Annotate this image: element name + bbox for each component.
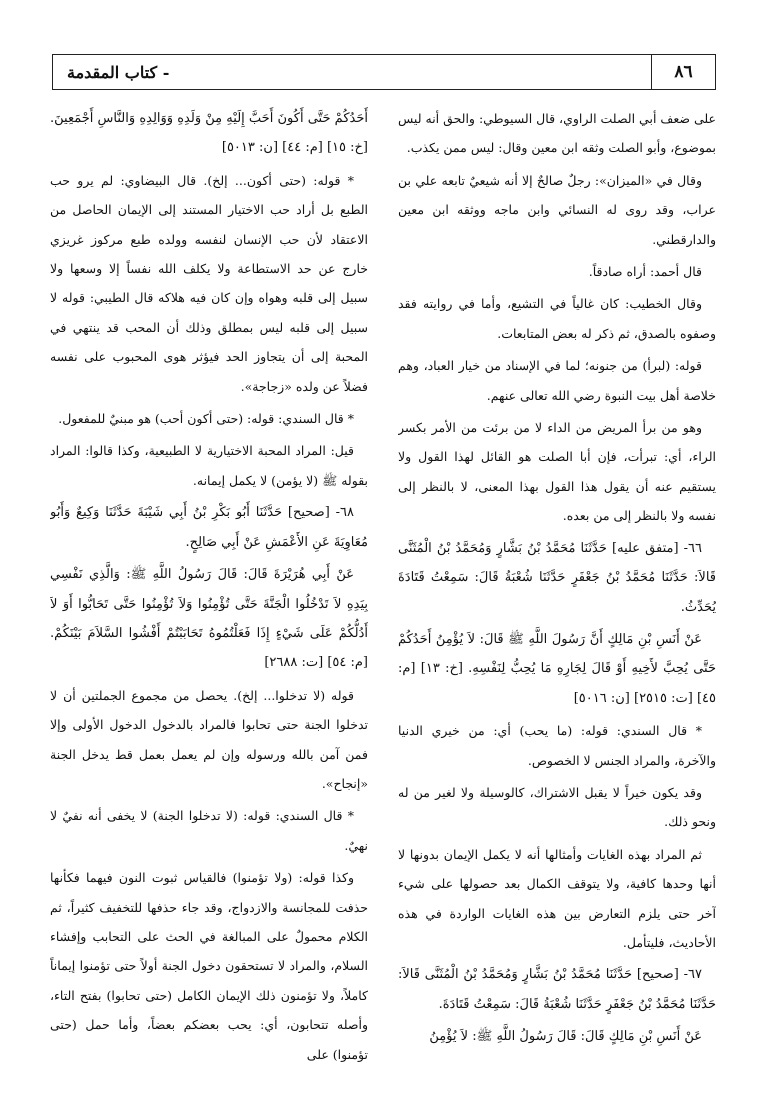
- paragraph: وقد يكون خيراً لا يقبل الاشتراك، كالوسيلة ولا لغير من له ونحو ذلك.: [398, 784, 716, 830]
- commentary-paragraph: قوله (لا تدخلوا... إلخ). يحصل من مجموع الجملتين أن لا تدخلوا الجنة حتى تحابوا فالمراد بالدخول الدخول الأولى وإلا فمن آمن بالله ورسوله وإن لم يعمل بعمل قط يدخل الجنة «إنجاح».: [50, 687, 368, 791]
- commentary-paragraph: * قال السندي: قوله: (ما يحب) أي: من خيري الدنيا والآخرة، والمراد الجنس لا الخصوص.: [398, 723, 716, 768]
- paragraph: قوله: (لبرأ) من جنونه؛ لما في الإسناد من خيار العباد، وهم خلاصة أهل بيت النبوة رضي الله تعالى عنهم.: [398, 358, 716, 403]
- page-number: ٨٦: [651, 55, 715, 89]
- paragraph: وكذا قوله: (ولا تؤمنوا) فالقياس ثبوت النون فيهما فكأنها حذفت للمجانسة والازدواج، وقد جاء حذفها للتخفيف كثيراً، ثم الكلام محمولٌ على المبالغة في الحث على التحابب وإفشاء السلام، والمراد لا تستحقون دخول الجنة أولاً حتى تؤمنوا إيماناً كاملاً، ولا تؤمنون ذلك الإيمان الكامل (حتى تحابوا) بفتح التاء، وأصله تتحابون، أي: يحب بعضكم بعضاً، وأما حمل (حتى تؤمنوا) على: [50, 870, 368, 1062]
- paragraph: قيل: المراد المحبة الاختيارية لا الطبيعية، وكذا قالوا: المراد بقوله ﷺ (لا يؤمن) لا يكمل إيمانه.: [50, 443, 368, 488]
- page-header: [52, 54, 716, 90]
- right-column: [398, 104, 716, 1094]
- hadith-matn: عَنْ أَبِي هُرَيْرَةَ قَالَ: قَالَ رَسُولُ اللَّهِ ﷺ: وَالَّذِي نَفْسِي بِيَدِهِ لاَ تَدْخُلُوا الْجَنَّةَ حَتَّى تُؤْمِنُوا وَلاَ تُؤْمِنُوا حَتَّى تَحَابُّوا أَوَ لاَ أَدُلُّكُمْ عَلَى شَيْءٍ إِذَا فَعَلْتُمُوهُ تَحَابَبْتُمْ أَفْشُوا السَّلاَمَ بَيْنَكُمْ. [م: ٥٤] [ت: ٢٦٨٨]: [50, 567, 368, 671]
- paragraph: ثم المراد بهذه الغايات وأمثالها أنه لا يكمل الإيمان بدونها لا أنها وحدها كافية، ولا يتوقف الكمال بعد حصولها على شيء آخر حتى يلزم التعارض بين هذه الغايات الواردة في هذه الأحاديث، فليتأمل.: [398, 846, 716, 950]
- hadith-matn: عَنْ أَنَسِ بْنِ مَالِكٍ قَالَ: قَالَ رَسُولُ اللَّهِ ﷺ: لاَ يُؤْمِنُ: [429, 1029, 702, 1045]
- paragraph: على ضعف أبي الصلت الراوي، قال السيوطي: والحق أنه ليس بموضوع، وأبو الصلت وثقه ابن معين وقال: ليس ممن يكذب.: [398, 111, 716, 156]
- paragraph: وهو من برأ المريض من الداء لا من برئت من الأمر بكسر الراء، أي: تبرأت، فإن أبا الصلت هو القائل لهذا القول ولا يستقيم عنه أن يقول هذا القول بهذا المعنى، لا بالنظر إلى نفسه ولا بالنظر إلى من بعده.: [398, 420, 716, 524]
- commentary-paragraph: * قوله: (حتى أكون... إلخ). قال البيضاوي: لم يرو حب الطبع بل أراد حب الاختيار المستند إلى الإيمان الحاصل من الاعتقاد لأن حب الإنسان لنفسه وولده طبع مركوز غريزي خارج عن حد الاستطاعة ولا يكلف الله نفساً إلا وسعها ولا سبيل إلى قلبه وهواه وإن كان فيه هلاكه قال الطيبي: قوله لا سبيل إلى قلبه ليس بمطلق وذلك أن المحب قد ينتهي في المحبة إلى أن يتجاوز الحد فيؤثر هوى المحبوب على نفسه فضلاً عن ولده «زجاجة».: [50, 172, 368, 394]
- commentary-paragraph: * قال السندي: قوله: (لا تدخلوا الجنة) لا يخفى أنه نفيٌ لا نهيٌ.: [50, 808, 368, 853]
- hadith-isnad: ٦٨- [صحيح] حَدَّثَنَا أَبُو بَكْرِ بْنُ أَبِي شَيْبَةَ حَدَّثَنَا وَكِيعٌ وَأَبُو مُعَاوِيَةَ عَنِ الأَعْمَشِ عَنْ أَبِي صَالِحٍ.: [50, 505, 368, 550]
- hadith-isnad: ٦٧- [صحيح] حَدَّثَنَا مُحَمَّدُ بْنُ بَشَّارٍ وَمُحَمَّدُ بْنُ الْمُثَنَّى قَالاَ: حَدَّثَنَا مُحَمَّدُ بْنُ جَعْفَرٍ حَدَّثَنَا شُعْبَةُ قَالَ: سَمِعْتُ قَتَادَةَ.: [398, 967, 716, 1012]
- paragraph: وقال في «الميزان»: رجلٌ صالحٌ إلا أنه شيعيٌ تابعه علي بن عراب، وقد روى له النسائي وابن ماجه ووثقه ابن معين والدارقطني.: [398, 172, 716, 247]
- left-column: [50, 104, 368, 1094]
- hadith-matn: أَحَدُكُمْ حَتَّى أَكُونَ أَحَبَّ إِلَيْهِ مِنْ وَلَدِهِ وَوَالِدِهِ وَالنَّاسِ أَجْمَعِينَ. [خ: ١٥] [م: ٤٤] [ن: ٥٠١٣]: [50, 111, 368, 156]
- paragraph: وقال الخطيب: كان غالياً في التشيع، وأما في روايته فقد وصفوه بالصدق، ثم ذكر له بعض المتابعات.: [398, 296, 716, 341]
- hadith-matn: عَنْ أَنَسِ بْنِ مَالِكٍ أَنَّ رَسُولَ اللَّهِ ﷺ قَالَ: لاَ يُؤْمِنُ أَحَدُكُمْ حَتَّى يُحِبَّ لأَخِيهِ أَوْ قَالَ لِجَارِهِ مَا يُحِبُّ لِنَفْسِهِ. [خ: ١٣] [م: ٤٥] [ت: ٢٥١٥] [ن: ٥٠١٦]: [398, 631, 716, 706]
- commentary-paragraph: * قال السندي: قوله: (حتى أكون أحب) هو مبنيٌ للمفعول.: [58, 411, 354, 427]
- running-title: - كتاب المقدمة: [67, 62, 170, 82]
- hadith-isnad: ٦٦- [متفق عليه] حَدَّثَنَا مُحَمَّدُ بْنُ بَشَّارٍ وَمُحَمَّدُ بْنُ الْمُثَنَّى قَالاَ: حَدَّثَنَا مُحَمَّدُ بْنُ جَعْفَرٍ حَدَّثَنَا شُعْبَةُ قَالَ: سَمِعْتُ قَتَادَةَ يُحَدِّثُ.: [398, 540, 716, 615]
- paragraph: قال أحمد: أراه صادقاً.: [588, 264, 702, 280]
